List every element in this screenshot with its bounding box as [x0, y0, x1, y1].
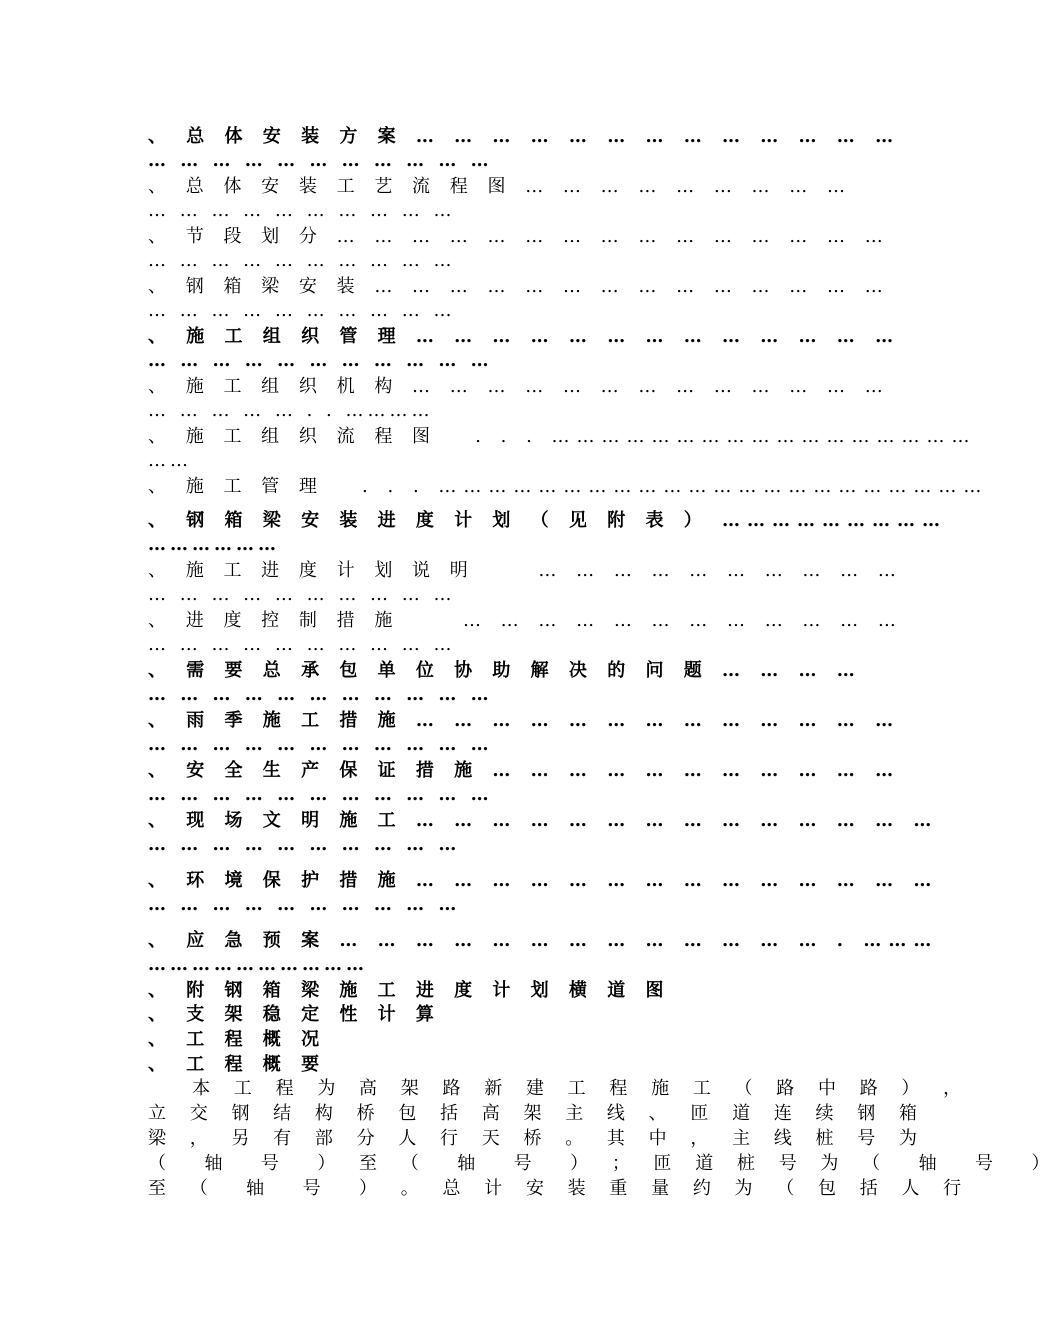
toc-leader-dots: … … … … … … … … … … …	[148, 150, 493, 171]
toc-entry-safety-measures[interactable]: 、 安 全 生 产 保 证 措 施 … … … … … … … … … … …	[148, 760, 901, 781]
toc-entry-process-flowchart[interactable]: 、 总 体 安 装 工 艺 流 程 图 … … … … … … … … …	[148, 176, 852, 197]
toc-entry-rainy-season-measures[interactable]: 、 雨 季 施 工 措 施 … … … … … … … … … … … … …	[148, 710, 901, 731]
toc-entry-construction-management-sub[interactable]: 、 施 工 管 理 . . . …………………………………………………………	[148, 476, 989, 497]
body-paragraph-line: 立 交 钢 结 构 桥 包 括 高 架 主 线 、 匝 道 连 续 钢 箱	[148, 1103, 926, 1124]
toc-entry-emergency-plan[interactable]: 、 应 急 预 案 … … … … … … … … … … … … … . ………	[148, 930, 939, 951]
toc-leader-dots: … … … … … … … … … … …	[148, 734, 493, 755]
toc-leader-dots: … … … … … … … … … …	[148, 300, 456, 321]
toc-entry-contractor-assistance[interactable]: 、 需 要 总 承 包 单 位 协 助 解 决 的 问 题 … … … …	[148, 660, 862, 681]
toc-leader-dots: …………………………	[148, 954, 368, 975]
toc-leader-dots: … … … … … … … … … …	[148, 250, 456, 271]
body-paragraph-line: 本 工 程 为 高 架 路 新 建 工 程 施 工 （ 路 中 路 ） ，	[148, 1078, 971, 1099]
toc-leader-dots: … … … … … … … … … …	[148, 634, 456, 655]
toc-entry-civilized-construction[interactable]: 、 现 场 文 明 施 工 … … … … … … … … … … … … … …	[148, 810, 939, 831]
body-paragraph-line: （ 轴 号 ） 至 （ 轴 号 ） ； 匝 道 桩 号 为 （ 轴 号 ）	[148, 1153, 1058, 1174]
toc-entry-steel-box-girder-installation[interactable]: 、 钢 箱 梁 安 装 … … … … … … … … … … … … … …	[148, 276, 890, 297]
body-paragraph-line: 至 （ 轴 号 ） 。 总 计 安 装 重 量 约 为 （ 包 括 人 行	[148, 1178, 971, 1199]
toc-entry-project-overview[interactable]: 、 工 程 概 况	[148, 1029, 327, 1050]
toc-leader-dots: … … … … … … … … … …	[148, 584, 456, 605]
toc-leader-dots: … … … … … … … … … … …	[148, 784, 493, 805]
toc-entry-organization-flowchart[interactable]: 、 施 工 组 织 流 程 图 . . . ……………………………………………	[148, 426, 977, 447]
toc-leader-dots: … … … … … … … … … … …	[148, 350, 493, 371]
toc-leader-dots: … … … … … . . …………	[148, 400, 434, 421]
toc-leader-dots: ……	[148, 450, 192, 471]
toc-entry-progress-control[interactable]: 、 进 度 控 制 措 施 … … … … … … … … … … … …	[148, 610, 903, 631]
toc-leader-dots: … … … … … … … … … …	[148, 200, 456, 221]
body-paragraph-line: 梁 ， 另 有 部 分 人 行 天 桥 。 其 中 ， 主 线 桩 号 为	[148, 1128, 926, 1149]
toc-leader-dots: … … … … … … … … … … …	[148, 684, 493, 705]
section-heading-project-summary: 、 工 程 概 要	[148, 1054, 327, 1075]
toc-entry-construction-management[interactable]: 、 施 工 组 织 管 理 … … … … … … … … … … … … …	[148, 326, 901, 347]
toc-entry-environmental-protection[interactable]: 、 环 境 保 护 措 施 … … … … … … … … … … … … … …	[148, 870, 939, 891]
toc-entry-general-installation-plan[interactable]: 、 总 体 安 装 方 案 … … … … … … … … … … … … …	[148, 126, 901, 147]
toc-entry-segment-division[interactable]: 、 节 段 划 分 … … … … … … … … … … … … … … …	[148, 226, 890, 247]
toc-entry-schedule-description[interactable]: 、 施 工 进 度 计 划 说 明 … … … … … … … … … …	[148, 560, 903, 581]
toc-leader-dots: … … … … … … … … … …	[148, 834, 461, 855]
toc-entry-gantt-chart[interactable]: 、 附 钢 箱 梁 施 工 进 度 计 划 横 道 图	[148, 980, 671, 1001]
toc-entry-installation-schedule[interactable]: 、 钢 箱 梁 安 装 进 度 计 划 （ 见 附 表 ） ………………………	[148, 510, 947, 531]
toc-entry-support-stability[interactable]: 、 支 架 稳 定 性 计 算	[148, 1004, 441, 1025]
toc-leader-dots: … … … … … … … … … …	[148, 894, 461, 915]
toc-entry-organization-structure[interactable]: 、 施 工 组 织 机 构 … … … … … … … … … … … … …	[148, 376, 890, 397]
toc-leader-dots: ………………	[148, 534, 280, 555]
